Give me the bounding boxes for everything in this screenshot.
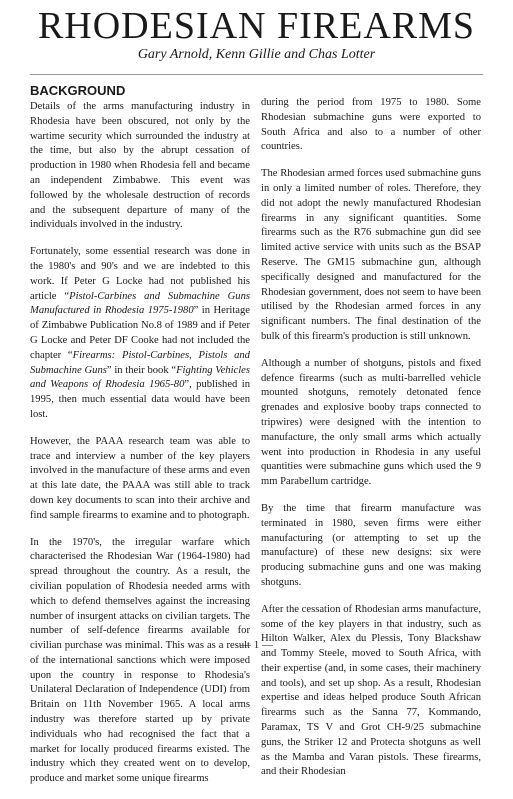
paragraph-1970s: In the 1970's, the irregular warfare which characterised the Rhodesian War (1964-1980) had spread throughout the country. As a result, the civilian population of Rhodesia needed arms with which to defend themselves against the increasing number of insurgent attacks on civilian targets. The number of self-defence firearms available for civilian purchase was minimal. This was as a result of the international sanctions which were imposed upon the country in response to Rhodesia's Unilateral Declaration of Independence (UDI) from Britain on 11th November 1965. A local arms industry was therefore started up by private individuals who had recognised the fact that a market for locally produced firearms existed. The industry which they created went on to develop, produce and market some unique firearms <box>30 536 250 785</box>
paragraph-shotguns: Although a number of shotguns, pistols and fixed defence firearms (such as multi-barrelled vehicle mounted shotguns, remotely detonated fence grenades and explosive booby traps connected to tripwires) were designed with the intention to manufacture, the only small arms which actually went into production in Rhodesia in any useful quantities were submachine guns which used the 9 mm Parabellum cartridge. <box>261 357 481 488</box>
text-fragment: ” in Heritage of Zimbabwe Publication No.8 of 1989 and if Peter G Locke and Peter DF Cooke had not included the chapter “ <box>30 305 250 361</box>
paragraph-cessation: After the cessation of Rhodesian arms manufacture, some of the key players in that industry, such as Hilton Walker, Alex du Plessis, Tony Blackshaw and Tommy Steele, moved to South Africa, with their expertise (and, in some cases, their machinery and tools), and set up shop. As a result, Rhodesian expertise and ideas helped produce South African firearms such as the Sanna 77, Kommando, Paramax, TS V and Grot CH-9/25 submachine guns, the Striker 12 and Protecta shotguns as well as the Mamba and Varan pistols. These firearms, and their Rhodesian <box>261 603 481 778</box>
paragraph-intro: Details of the arms manufacturing industry in Rhodesia have been obscured, not only by the wartime security which surrounded the industry at the time, but also by the abrupt cessation of production in 1980 when Rhodesia fell and became an independent Zimbabwe. This event was followed by the wholesale destruction of records and the subsequent departure of many of the individuals involved in the industry. <box>30 101 250 231</box>
right-column <box>261 96 481 792</box>
text-fragment: Fortunately, some essential research was done in the 1980's and 90's and we are indebted to this work. If Peter G Locke had not published his article “ <box>30 246 250 302</box>
paragraph-termination: By the time that firearm manufacture was terminated in 1980, seven firms were either manufacturing (or attempting to set up the manufacture) of these new designs: six were producing submachine guns and one was making shotguns. <box>261 502 481 588</box>
section-heading: BACKGROUND <box>30 83 126 98</box>
chapter-title: Firearms: Pistol-Carbines, Pistols and Submachine Guns <box>30 349 250 376</box>
paragraph-paaa: However, the PAAA research team was able to trace and interview a number of the key players involved in the manufacture of these arms and even at this late date, the PAAA was still able to track down key documents to scan into their archive and find sample firearms to examine and to photograph. <box>30 435 250 521</box>
authors-byline: Gary Arnold, Kenn Gillie and Chas Lotter <box>137 47 376 62</box>
book-title: Fighting Vehicles and Weapons of Rhodesia 1965-80 <box>30 364 251 391</box>
page-number: — 1 — <box>240 639 273 651</box>
paragraph-armed-forces: The Rhodesian armed forces used submachine guns in only a limited number of roles. Therefore, they did not adopt the newly manufactured Rhodesian firearms in any significant quantities. Some firearms such as the R76 submachine gun did see limited active service with units such as the BSAP Reserve. The GM15 submachine gun, although specifically designed and manufactured for the Rhodesian government, does not seem to have been utilised by the Rhodesian armed forces in any significant numbers. The final destination of the bulk of this firearm's production is still unknown. <box>261 168 481 342</box>
paragraph-export: during the period from 1975 to 1980. Some Rhodesian submachine guns were exported to South Africa and also to a number of other countries. <box>261 97 481 153</box>
article-title: Pistol-Carbines and Submachine Guns Manufactured in Rhodesia 1975-1980 <box>30 290 250 317</box>
paragraph-research <box>30 245 250 423</box>
page-title: RHODESIAN FIREARMS <box>37 5 476 47</box>
left-column <box>30 84 250 799</box>
text-fragment: ” in their book “ <box>106 364 177 376</box>
text-fragment: ”, published in 1995, then much essential data would have been lost. <box>30 379 250 420</box>
title-divider <box>30 74 483 75</box>
